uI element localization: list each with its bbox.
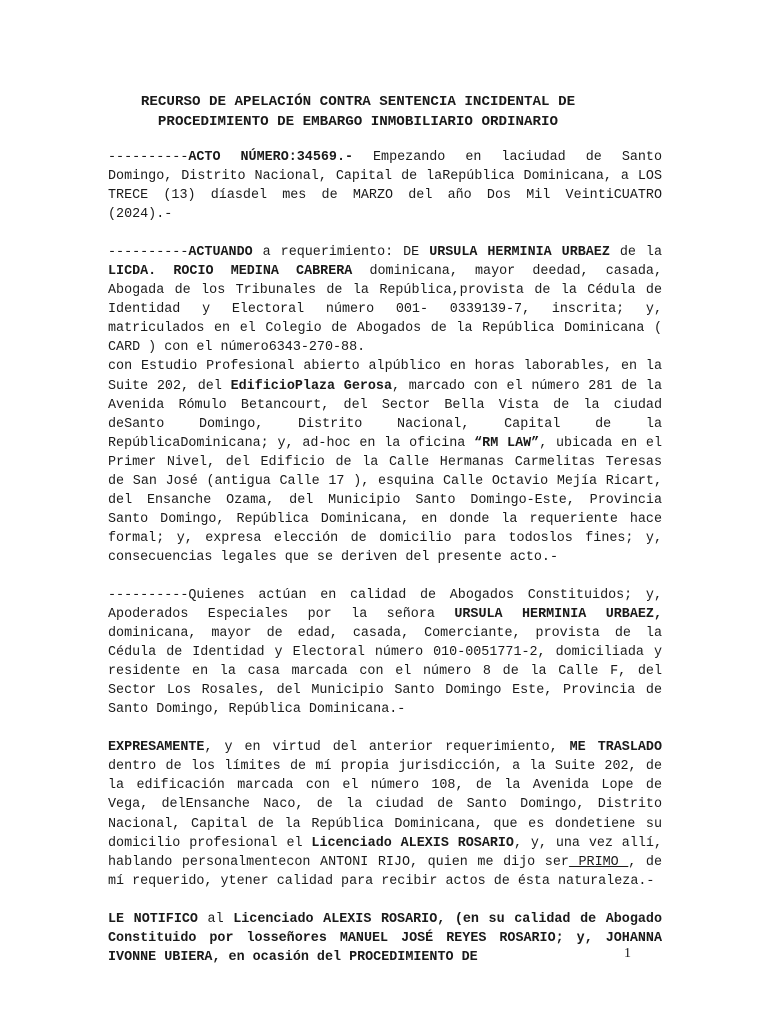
paragraph-notifico	[108, 910, 662, 967]
notifico-label: LE NOTIFICO	[108, 911, 198, 927]
title-line-2: PROCEDIMIENTO DE EMBARGO INMOBILIARIO ORDINARIO	[157, 114, 559, 130]
document-title	[108, 92, 608, 132]
client-name: URSULA HERMINIA URBAEZ,	[454, 607, 662, 623]
quienes-text-1: ----------Quienes actúan en calidad de Abogados Constituidos; y, Apoderados Especiales por la señora	[108, 587, 662, 623]
quienes-text-2: dominicana, mayor de edad, casada, Comerciante, provista de la Cédula de Identidad y Electoral número 010-0051771-2, domiciliada y residente en la casa marcada con el número 8 de la Calle F, del Sector Los Rosales, del Municipio Santo Domingo Este, Provincia de Santo Domingo, República Dominicana.-	[108, 626, 662, 718]
estudio-text-2: , marcado con el número 281 de la Avenida Rómulo Betancourt, del Sector Bella Vista de la ciudad deSanto Domingo, Distrito Nacional, Capital de la RepúblicaDominicana; y, ad-hoc en la oficina	[108, 378, 662, 451]
dashes: ----------	[108, 245, 189, 261]
expresamente-text-1: , y en virtud del anterior requerimiento,	[204, 740, 570, 756]
actuando-label: ACTUANDO	[188, 245, 253, 261]
estudio-text-3: , ubicada en el Primer Nivel, del Edificio de la Calle Hermanas Carmelitas Teresas de San José (antigua Calle 17 ), esquina Calle Octavio Mejía Ricart, del Ensanche Ozama, del Municipio Santo Domingo-Este, Provincia Santo Domingo, República Dominicana, en donde la requeriente hace formal; y, expresa elección de domicilio para todoslos fines; y, consecuencias legales que se deriven del presente acto.-	[108, 435, 662, 565]
expresamente-label: EXPRESAMENTE	[108, 740, 205, 756]
expresamente-text-4: , de mí requerido, ytener calidad para recibir actos de ésta naturaleza.-	[108, 854, 662, 889]
actuando-text-1: a requerimiento: DE	[252, 245, 430, 261]
page-number: 1	[624, 946, 631, 961]
expresamente-text-2: dentro de los límites de mí propia jurisdicción, a la Suite 202, de la edificación marcada con el número 108, de la Avenida Lope de Vega, delEnsanche Naco, de la ciudad de Santo Domingo, Distrito Nacional, Capital de la República Dominicana, que es dondetiene su domicilio profesional el	[108, 759, 662, 851]
paragraph-estudio	[108, 357, 662, 567]
paragraph-actuando	[108, 243, 662, 357]
title-line-1: RECURSO DE APELACIÓN CONTRA SENTENCIA INCIDENTAL DE	[140, 94, 576, 110]
edificio-name: EdificioPlaza Gerosa	[230, 378, 392, 394]
acto-number: ACTO NÚMERO:34569.-	[188, 150, 354, 165]
paragraph-expresamente	[108, 738, 662, 890]
notifico-text-1: al	[197, 911, 234, 927]
office-name: “RM LAW”	[474, 435, 540, 451]
document-body	[108, 148, 662, 986]
expresamente-text-3: , y, una vez allí, hablando personalmentecon ANTONI RIJO, quien me dijo ser	[108, 835, 662, 870]
dashes: ----------	[108, 150, 189, 165]
estudio-text-1: con Estudio Profesional abierto alpúblico en horas laborables, en la Suite 202, del	[108, 359, 662, 394]
relationship-field: PRIMO	[568, 854, 629, 870]
actuando-text-3: dominicana, mayor deedad, casada, Abogada de los Tribunales de la República,provista de la Cédula de Identidad y Electoral número 001- 0339139-7, inscrita; y, matriculados en el Colegio de Abogados de la República Dominicana ( CARD ) con el número6343-270-88.	[108, 264, 662, 356]
lawyer-name: LICDA. ROCIO MEDINA CABRERA	[108, 264, 353, 280]
acto-text: Empezando en laciudad de Santo Domingo, Distrito Nacional, Capital de laRepública Dominicana, a LOS TRECE (13) díasdel mes de MARZO del año Dos Mil VeintiCUATRO (2024).-	[108, 150, 662, 223]
client-name: URSULA HERMINIA URBAEZ	[429, 245, 610, 261]
paragraph-quienes	[108, 586, 662, 719]
notifico-text-bold: Licenciado ALEXIS ROSARIO, (en su calidad de Abogado Constituido por losseñores MANUEL JOSÉ REYES ROSARIO; y, JOHANNA IVONNE UBIERA, en ocasión del PROCEDIMIENTO DE	[108, 911, 662, 965]
licenciado-name: Licenciado ALEXIS ROSARIO	[311, 835, 514, 851]
me-traslado-label: ME TRASLADO	[569, 740, 662, 756]
paragraph-acto	[108, 148, 662, 224]
actuando-text-2: de la	[609, 245, 662, 261]
